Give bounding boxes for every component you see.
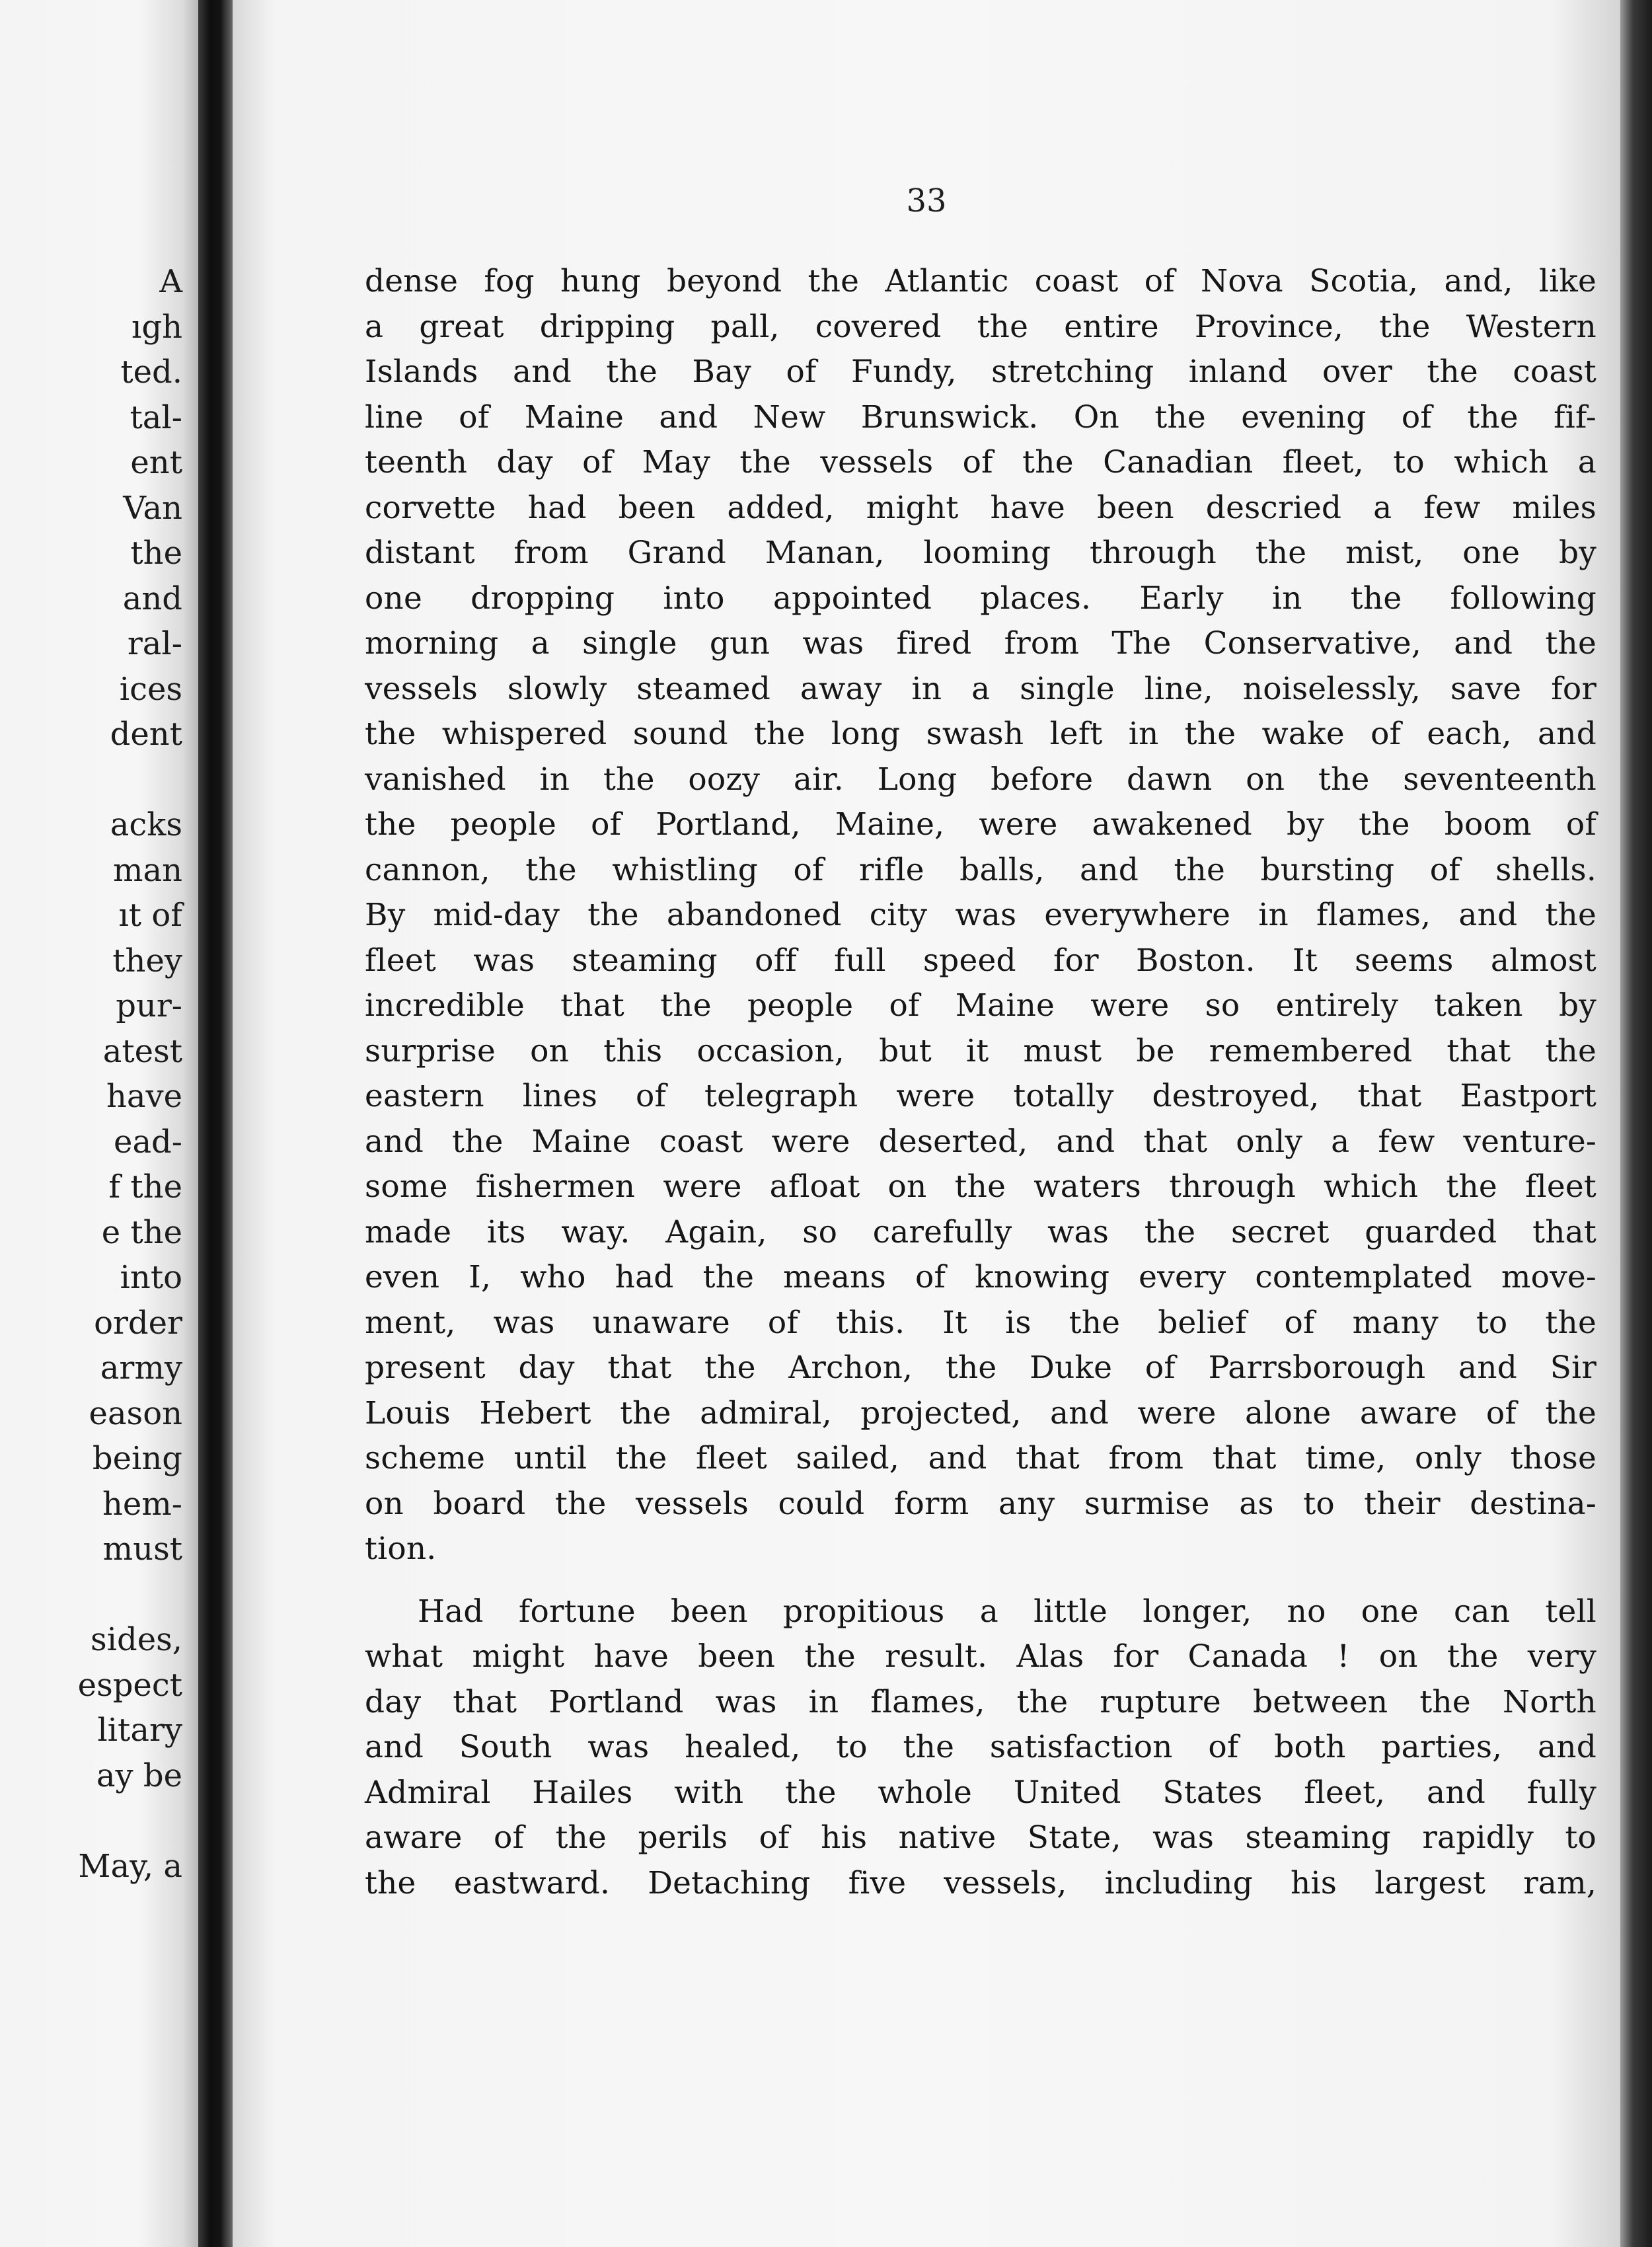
left-fragment-line: e the (101, 1213, 182, 1251)
left-fragment-line (78, 757, 182, 803)
left-fragment-line: into (120, 1259, 182, 1296)
text-line: incredible that the people of Maine were so entirely taken by (365, 987, 1596, 1024)
left-fragment-line: the (130, 535, 182, 572)
left-fragment-line: ent (130, 444, 182, 481)
left-fragment-line: tal- (130, 399, 182, 436)
page-number: 33 (906, 182, 947, 219)
book-gutter (198, 0, 233, 2247)
text-line: By mid-day the abandoned city was everywhere in flames, and the (365, 897, 1596, 933)
left-fragment-line: dent (110, 716, 182, 753)
text-line: and South was healed, to the satisfaction of both parties, and (365, 1729, 1596, 1765)
text-line: cannon, the whistling of rifle balls, and the bursting of shells. (365, 851, 1596, 888)
left-fragment-line: litary (97, 1712, 182, 1749)
left-fragment-line: Van (123, 489, 182, 527)
text-line: morning a single gun was fired from The Conservative, and the (365, 625, 1596, 662)
left-fragment-line (78, 1798, 182, 1844)
left-fragment-line: and (122, 580, 182, 617)
left-fragment-line: ıt of (118, 897, 182, 934)
left-fragment-line: order (94, 1304, 182, 1342)
text-line: some fishermen were afloat on the waters through which the fleet (365, 1168, 1596, 1205)
left-fragment-line: atest (102, 1032, 182, 1070)
left-fragment-line: ices (119, 670, 182, 708)
text-line: eastern lines of telegraph were totally destroyed, that Eastport (365, 1078, 1596, 1114)
left-fragment-line: hem- (102, 1485, 182, 1523)
left-fragment-line: must (102, 1531, 182, 1568)
left-fragment-line: ead- (114, 1123, 182, 1161)
text-line: day that Portland was in flames, the rupture between the North (365, 1683, 1596, 1720)
text-line: Islands and the Bay of Fundy, stretching inland over the coast (365, 354, 1596, 390)
text-line: line of Maine and New Brunswick. On the evening of the fif- (365, 399, 1596, 436)
text-line: vanished in the oozy air. Long before dawn on the seventeenth (365, 761, 1596, 798)
text-line: fleet was steaming off full speed for Boston. It seems almost (365, 942, 1596, 979)
left-fragment-line: acks (110, 806, 182, 843)
text-line: tion. (365, 1531, 437, 1567)
text-line: ment, was unaware of this. It is the belief of many to the (365, 1304, 1596, 1341)
left-fragment-line: they (112, 942, 182, 979)
text-line: dense fog hung beyond the Atlantic coast of Nova Scotia, and, like (365, 263, 1596, 299)
left-fragment-line: being (92, 1440, 182, 1477)
left-fragment-line: f the (108, 1168, 182, 1205)
text-line: vessels slowly steamed away in a single line, noiselessly, save for (365, 670, 1596, 707)
left-fragment-line: sides, (90, 1621, 182, 1658)
left-fragment-line: ted. (120, 354, 182, 391)
text-line: Louis Hebert the admiral, projected, and were alone aware of the (365, 1394, 1596, 1431)
text-line: aware of the perils of his native State, was steaming rapidly to (365, 1819, 1596, 1856)
left-fragment-line (78, 1572, 182, 1618)
text-line: and the Maine coast were deserted, and that only a few venture- (365, 1123, 1596, 1160)
text-line: a great dripping pall, covered the entire Province, the Western (365, 308, 1596, 345)
left-fragment-line: ral- (127, 625, 182, 662)
text-line: even I, who had the means of knowing every contemplated move- (365, 1259, 1596, 1295)
left-fragment-line: pur- (116, 987, 182, 1024)
left-fragment-line: espect (77, 1666, 182, 1704)
text-line: the whispered sound the long swash left in the wake of each, and (365, 716, 1596, 752)
left-page-fragments (78, 259, 182, 1889)
left-fragment-line: A (159, 263, 182, 300)
page-edge (1620, 0, 1652, 2247)
left-fragment-line: have (106, 1078, 182, 1115)
left-fragment-line: army (100, 1350, 182, 1387)
text-line: teenth day of May the vessels of the Canadian fleet, to which a (365, 444, 1596, 480)
left-fragment-line: ıgh (131, 308, 182, 346)
text-line: scheme until the fleet sailed, and that from that time, only those (365, 1440, 1596, 1476)
text-line: Admiral Hailes with the whole United States fleet, and fully (365, 1774, 1596, 1811)
left-fragment-line: May, a (78, 1847, 182, 1885)
text-line: corvette had been added, might have been descried a few miles (365, 489, 1596, 526)
text-line: one dropping into appointed places. Early in the following (365, 580, 1596, 617)
left-fragment-line: eason (89, 1394, 182, 1432)
text-line: made its way. Again, so carefully was the secret guarded that (365, 1213, 1596, 1250)
text-line: on board the vessels could form any surmise as to their destina- (365, 1485, 1596, 1522)
paragraph-1 (365, 259, 1596, 1572)
left-fragment-line: man (112, 851, 182, 889)
text-line: surprise on this occasion, but it must be remembered that the (365, 1032, 1596, 1069)
right-page (233, 0, 1620, 2247)
text-line: distant from Grand Manan, looming through the mist, one by (365, 535, 1596, 571)
text-line: the eastward. Detaching five vessels, including his largest ram, (365, 1864, 1596, 1901)
text-line: present day that the Archon, the Duke of Parrsborough and Sir (365, 1350, 1596, 1386)
text-line: what might have been the result. Alas for Canada ! on the very (365, 1638, 1596, 1675)
body-text (365, 259, 1596, 1906)
left-page (0, 0, 198, 2247)
left-fragment-line: ay be (96, 1757, 182, 1794)
paragraph-2 (365, 1589, 1596, 1907)
text-line: Had fortune been propitious a little longer, no one can tell (418, 1593, 1596, 1630)
text-line: the people of Portland, Maine, were awakened by the boom of (365, 806, 1596, 843)
